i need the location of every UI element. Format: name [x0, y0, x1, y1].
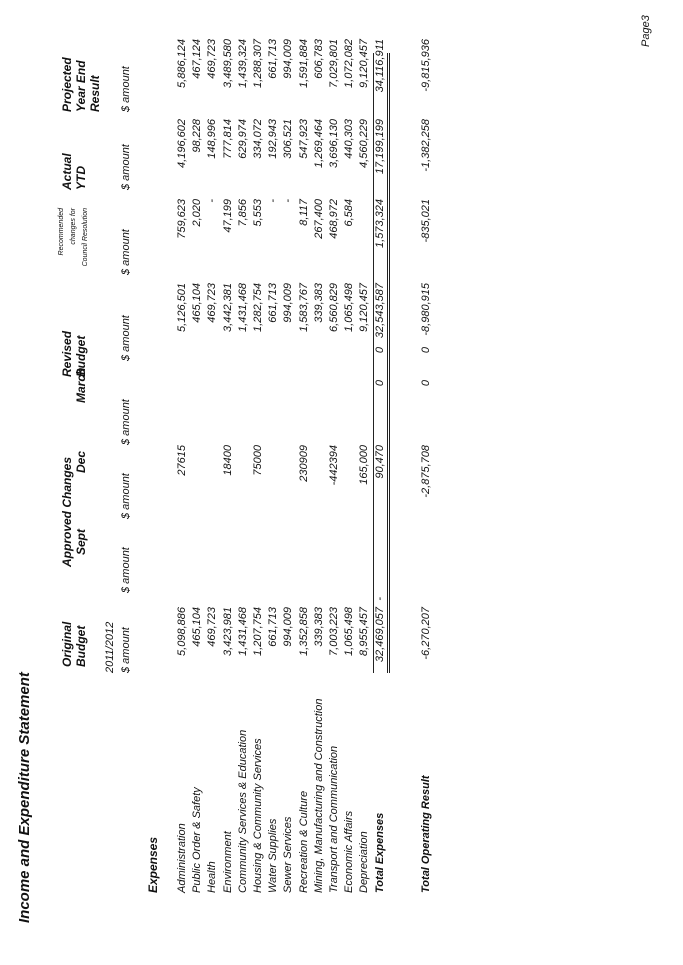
cell-actual: 777,814	[221, 119, 234, 159]
unit-dec: $ amount	[120, 473, 132, 519]
page-title: Income and Expenditure Statement	[16, 672, 33, 923]
cell-recommended: 468,972	[328, 199, 340, 239]
total-operating-projected: -9,815,936	[420, 39, 432, 92]
cell-dec: 75000	[252, 445, 264, 476]
cell-dec: -442394	[328, 445, 340, 486]
cell-original: 1,352,858	[297, 607, 310, 656]
unit-revised: $ amount	[120, 315, 132, 361]
cell-actual: 306,521	[282, 119, 295, 159]
cell-actual: 4,560,229	[358, 119, 371, 168]
total-operating-label: Total Operating Result	[420, 775, 432, 893]
cell-recommended: -	[206, 199, 219, 203]
cell-actual: 148,996	[206, 119, 219, 159]
header-sept: Sept	[74, 528, 88, 555]
cell-revised: 1,431,468	[236, 283, 249, 332]
total-expenses-actual: 17,199,199	[374, 119, 386, 175]
total-operating-revised: -8,980,915	[420, 283, 432, 336]
cell-original: 8,955,457	[358, 607, 371, 656]
header-recommended: Recommended changes for Council Resolution	[58, 208, 89, 267]
total-expenses-label: Total Expenses	[374, 812, 386, 893]
header-actual: Actual YTD	[60, 153, 88, 190]
total-operating-zero: 0	[420, 347, 432, 354]
unit-projected: $ amount	[120, 66, 132, 112]
header-dec: Dec	[74, 450, 88, 473]
header-revised: Revised Budget	[60, 330, 88, 377]
cell-revised: 994,009	[282, 283, 295, 323]
cell-projected: 467,124	[191, 39, 204, 79]
row-label: Transport and Communication	[328, 745, 340, 893]
row-label: Health	[206, 861, 219, 893]
cell-dec: 27615	[176, 445, 188, 476]
cell-dec: 18400	[221, 445, 234, 476]
total-expenses-zero: 0	[374, 347, 386, 354]
cell-recommended: 6,584	[343, 199, 356, 227]
header-projected: Projected Year End Result	[60, 57, 102, 112]
cell-recommended: 759,623	[176, 199, 188, 239]
total-expenses-revised: 32,543,587	[374, 283, 386, 339]
unit-recommended: $ amount	[120, 229, 132, 275]
total-rule-bottom	[387, 53, 388, 673]
cell-revised: 661,713	[267, 283, 280, 323]
cell-original: 7,003,223	[328, 607, 340, 656]
cell-revised: 3,442,381	[221, 283, 234, 332]
cell-recommended: 47,199	[221, 199, 234, 233]
cell-actual: 334,072	[252, 119, 264, 159]
cell-recommended: 2,020	[191, 199, 204, 227]
row-label: Community Services & Education	[236, 729, 249, 893]
total-expenses-dec: 90,470	[374, 445, 386, 479]
cell-projected: 9,120,457	[358, 39, 371, 88]
section-expenses: Expenses	[146, 836, 160, 893]
cell-original: 1,065,498	[343, 607, 356, 656]
cell-recommended: 7,856	[236, 199, 249, 227]
cell-projected: 1,288,307	[252, 39, 264, 88]
cell-recommended: 267,400	[312, 199, 325, 239]
total-expenses-original: 32,469,057	[374, 607, 386, 663]
cell-projected: 7,029,801	[328, 39, 340, 88]
cell-revised: 6,560,829	[328, 283, 340, 332]
cell-original: 1,431,468	[236, 607, 249, 656]
cell-actual: 192,943	[267, 119, 280, 159]
total-operating-dec: -2,875,708	[420, 445, 432, 498]
row-label: Environment	[221, 831, 234, 893]
cell-recommended: -	[282, 199, 295, 203]
cell-revised: 1,583,767	[297, 283, 310, 332]
cell-projected: 606,783	[312, 39, 325, 79]
total-rule-double	[389, 53, 390, 673]
total-expenses-projected: 34,116,911	[374, 39, 386, 93]
total-operating-march: 0	[420, 380, 432, 387]
cell-projected: 5,886,124	[176, 39, 188, 88]
cell-revised: 5,126,501	[176, 283, 188, 332]
page-number: Page3	[640, 15, 652, 47]
cell-original: 3,423,981	[221, 607, 234, 656]
cell-original: 339,383	[312, 607, 325, 647]
cell-projected: 3,489,580	[221, 39, 234, 88]
cell-recommended: -	[267, 199, 280, 203]
header-original-year: 2011/2012	[104, 621, 116, 673]
cell-revised: 1,282,754	[252, 283, 264, 332]
unit-original: $ amount	[120, 627, 132, 673]
cell-recommended: 5,553	[252, 199, 264, 227]
total-operating-actual: -1,382,258	[420, 119, 432, 172]
total-operating-recommended: -835,021	[420, 199, 432, 243]
total-expenses-sept: -	[374, 597, 386, 601]
cell-projected: 1,072,082	[343, 39, 356, 88]
row-label: Public Order & Safety	[191, 787, 204, 893]
cell-revised: 1,065,498	[343, 283, 356, 332]
unit-sept: $ amount	[120, 547, 132, 593]
cell-original: 465,104	[191, 607, 204, 647]
row-label: Depreciation	[358, 831, 371, 893]
row-label: Recreation & Culture	[297, 790, 310, 893]
cell-projected: 994,009	[282, 39, 295, 79]
cell-actual: 547,923	[297, 119, 310, 159]
cell-projected: 1,591,884	[297, 39, 310, 88]
cell-actual: 629,974	[236, 119, 249, 159]
cell-revised: 465,104	[191, 283, 204, 323]
cell-original: 994,009	[282, 607, 295, 647]
row-label: Administration	[176, 823, 188, 893]
cell-actual: 98,228	[191, 119, 204, 153]
cell-dec: 230909	[297, 445, 310, 482]
total-operating-original: -6,270,207	[420, 607, 432, 660]
cell-projected: 1,439,324	[236, 39, 249, 88]
cell-recommended: 8,117	[297, 199, 310, 226]
cell-projected: 661,713	[267, 39, 280, 79]
total-expenses-recommended: 1,573,324	[374, 199, 386, 248]
header-original: Original Budget	[60, 621, 88, 667]
cell-dec: 165,000	[358, 445, 371, 485]
cell-revised: 469,723	[206, 283, 219, 323]
row-label: Sewer Services	[282, 816, 295, 893]
row-label: Mining, Manufacturing and Construction	[312, 698, 325, 893]
cell-actual: 3,696,130	[328, 119, 340, 168]
cell-projected: 469,723	[206, 39, 219, 79]
row-label: Water Supplies	[267, 818, 280, 893]
cell-actual: 4,196,602	[176, 119, 188, 168]
cell-original: 661,713	[267, 607, 280, 647]
cell-actual: 440,303	[343, 119, 356, 159]
cell-revised: 9,120,457	[358, 283, 371, 332]
cell-original: 5,098,886	[176, 607, 188, 656]
unit-march: $ amount	[120, 399, 132, 445]
row-label: Economic Affairs	[343, 810, 356, 893]
total-expenses-march: 0	[374, 380, 386, 387]
unit-actual: $ amount	[120, 144, 132, 190]
cell-original: 469,723	[206, 607, 219, 647]
row-label: Housing & Community Services	[252, 738, 264, 893]
header-approved-changes: Approved Changes	[60, 456, 74, 567]
cell-original: 1,207,754	[252, 607, 264, 656]
header-march: March	[74, 367, 88, 403]
cell-actual: 1,269,464	[312, 119, 325, 168]
cell-revised: 339,383	[312, 283, 325, 323]
